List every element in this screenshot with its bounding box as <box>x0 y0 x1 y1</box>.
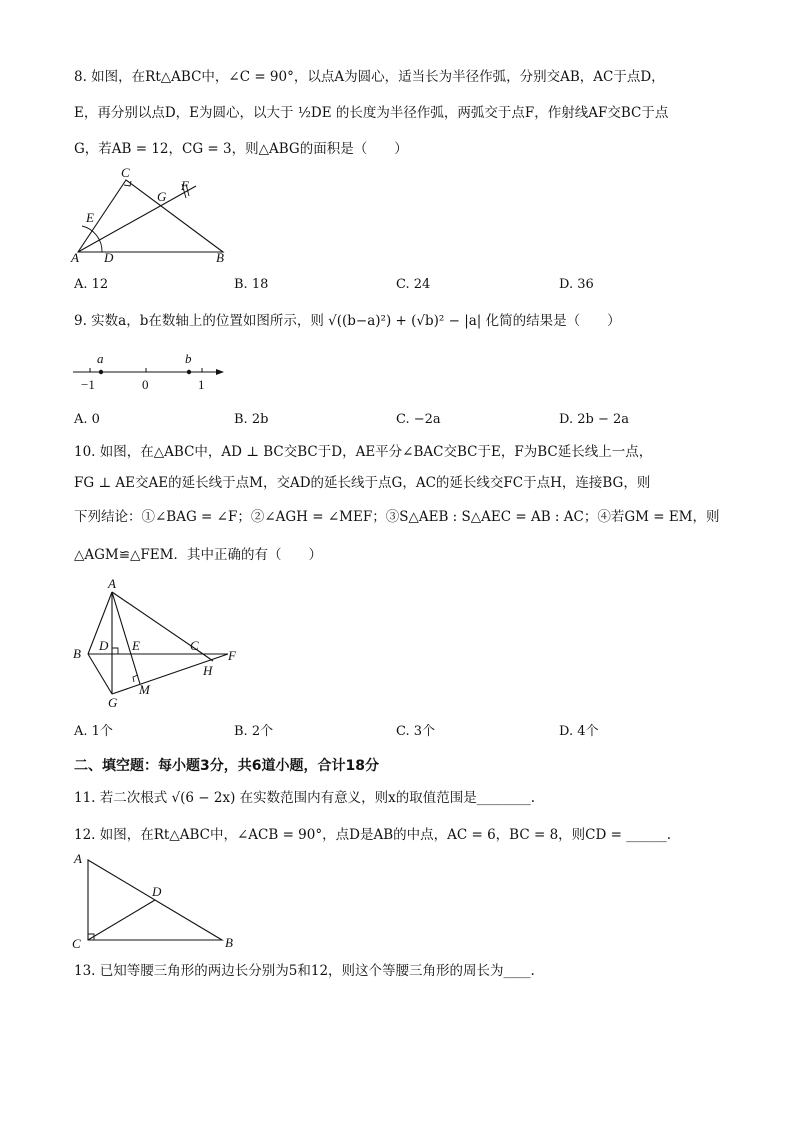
q12-figure <box>68 850 238 950</box>
q9-option-c: C. −2a <box>396 412 441 427</box>
q10-line2: FG ⊥ AE交AE的延长线于点M，交AD的延长线于点G，AC的延长线交FC于点H，连接BG，则 <box>74 475 651 491</box>
q9-label-a: a <box>97 351 104 366</box>
q10-label-F: F <box>228 648 236 663</box>
q10-label-A: A <box>108 576 116 591</box>
q10-label-H: H <box>203 663 213 678</box>
q10-label-B: B <box>73 646 81 661</box>
q10-label-G: G <box>108 695 118 710</box>
q10-option-b: B. 2个 <box>234 724 274 739</box>
q10-label-C: C <box>190 638 199 653</box>
q9-tick-neg1: −1 <box>81 377 95 392</box>
section-heading: 二、填空题：每小题3分，共6道小题，合计18分 <box>74 758 379 774</box>
q10-line4: △AGM≌△FEM．其中正确的有（ ） <box>74 547 322 563</box>
q13-line1: 13. 已知等腰三角形的两边长分别为5和12，则这个等腰三角形的周长为____. <box>74 963 535 979</box>
q11-line1: 11. 若二次根式 √(6 − 2x) 在实数范围内有意义，则x的取值范围是________. <box>74 790 536 806</box>
q12-line1: 12. 如图，在Rt△ABC中，∠ACB = 90°，点D是AB的中点，AC = 6，BC = 8，则CD = ______. <box>74 827 671 843</box>
q10-option-c: C. 3个 <box>396 724 436 739</box>
q10-line3: 下列结论：①∠BAG = ∠F；②∠AGH = ∠MEF；③S△AEB : S△AEC = AB : AC；④若GM = EM，则 <box>74 509 720 525</box>
q8-figure <box>68 164 224 265</box>
q9-tick-0: 0 <box>142 377 149 392</box>
q9-tick-1: 1 <box>198 377 205 392</box>
q9-label-b: b <box>185 351 192 366</box>
q8-label-F: F <box>181 178 189 193</box>
q10-option-a: A. 1个 <box>74 724 113 739</box>
q9-number-line <box>68 344 228 394</box>
q12-label-D: D <box>152 884 162 899</box>
q12-label-C: C <box>72 936 81 951</box>
q8-line2: E，再分别以点D，E为圆心，以大于 ½DE 的长度为半径作弧，两弧交于点F，作射线AF交BC于点 <box>74 105 669 121</box>
q8-label-B: B <box>216 250 224 265</box>
q10-label-M: M <box>139 682 150 697</box>
q8-option-c: C. 24 <box>396 277 431 292</box>
q8-option-b: B. 18 <box>234 277 269 292</box>
q8-line3: G，若AB = 12，CG = 3，则△ABG的面积是（ ） <box>74 141 408 157</box>
q10-figure <box>68 574 248 710</box>
q10-line1: 10. 如图，在△ABC中，AD ⊥ BC交BC于D，AE平分∠BAC交BC于E，F为BC延长线上一点， <box>74 444 653 460</box>
q10-option-d: D. 4个 <box>559 724 599 739</box>
q9-option-a: A. 0 <box>74 412 100 427</box>
q8-label-A: A <box>71 250 79 265</box>
q9-line1: 9. 实数a，b在数轴上的位置如图所示，则 √((b−a)²) + (√b)² − |a| 化简的结果是（ ） <box>74 313 621 329</box>
q8-option-d: D. 36 <box>559 277 594 292</box>
q9-option-d: D. 2b − 2a <box>559 412 629 427</box>
q10-label-D: D <box>99 638 109 653</box>
q8-line1: 8. 如图，在Rt△ABC中，∠C = 90°，以点A为圆心，适当长为半径作弧，分别交AB，AC于点D， <box>74 69 665 85</box>
q8-label-G: G <box>157 189 167 204</box>
q10-label-E: E <box>132 638 140 653</box>
q12-label-B: B <box>225 935 233 950</box>
q12-label-A: A <box>74 851 82 866</box>
q8-label-C: C <box>121 165 130 180</box>
q8-label-D: D <box>104 250 114 265</box>
q8-label-E: E <box>86 210 94 225</box>
q8-option-a: A. 12 <box>74 277 109 292</box>
q9-option-b: B. 2b <box>234 412 269 427</box>
